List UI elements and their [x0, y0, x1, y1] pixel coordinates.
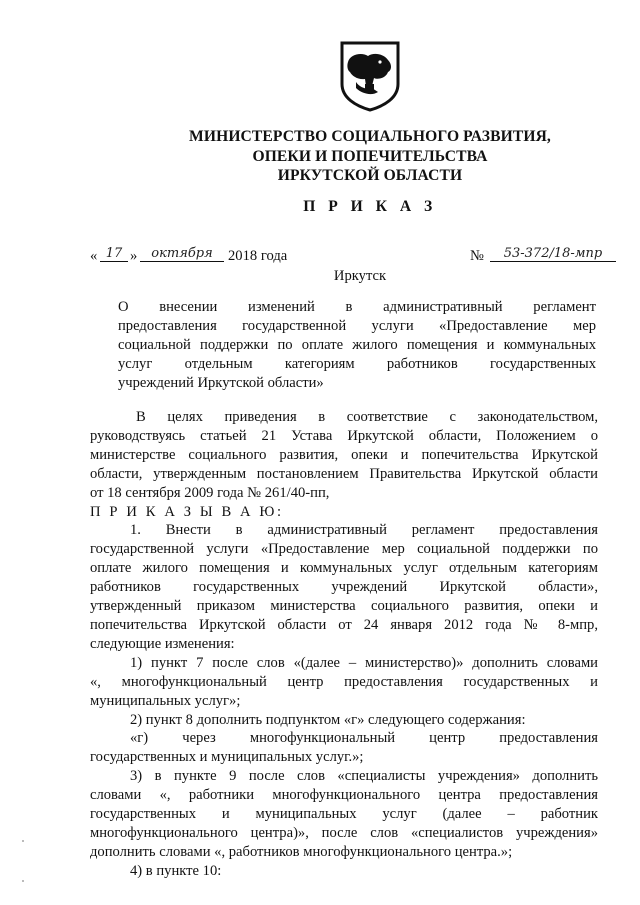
date-day-handwritten: 17	[100, 246, 128, 262]
ministry-title	[150, 127, 590, 186]
date-close-quote: »	[130, 248, 138, 264]
body-line: «г) через многофункциональный центр предоставления	[130, 730, 598, 747]
body-line: В целях приведения в соответствие с законодательством,	[136, 409, 598, 425]
body-line: муниципальных услуг»;	[90, 692, 241, 709]
body-line: словами «, работники многофункционального центра предоставления	[90, 787, 598, 804]
subject-line: социальной поддержки по оплате жилого помещения и коммунальных	[118, 336, 596, 353]
order-directive: П Р И К А З Ы В А Ю:	[90, 503, 284, 520]
scan-artifact	[22, 840, 24, 842]
date-year: 2018 года	[228, 248, 288, 264]
body-line: многофункционального центра)», после слов «специалистов учреждения»	[90, 824, 598, 841]
body-line: 1. Внести в административный регламент предоставления	[130, 522, 598, 539]
date-number-line	[90, 248, 610, 270]
body-line: дополнить словами «, работников многофункционального центра.»;	[90, 843, 513, 860]
ministry-line-2: ОПЕКИ И ПОПЕЧИТЕЛЬСТВА	[252, 147, 488, 165]
ministry-line-1: МИНИСТЕРСТВО СОЦИАЛЬНОГО РАЗВИТИЯ,	[189, 128, 551, 145]
body-line: государственных и муниципальных услуг (далее – работник	[90, 806, 598, 823]
subject-line: учреждений Иркутской области»	[118, 374, 324, 391]
order-subject	[118, 298, 596, 393]
irkutsk-coat-of-arms-icon	[338, 40, 402, 112]
city: Иркутск	[333, 268, 387, 284]
scan-artifact	[22, 880, 24, 882]
subject-line: предоставления государственной услуги «Предоставление мер	[118, 317, 596, 334]
subject-line: услуг отдельным категориям работников государственных	[118, 355, 596, 372]
body-line: оплате жилого помещения и коммунальных услуг отдельным категориям	[90, 560, 598, 577]
body-line: 2) пункт 8 дополнить подпунктом «г» следующего содержания:	[130, 711, 526, 728]
order-number-handwritten: 53-372/18-мпр	[490, 246, 616, 262]
body-line: работников государственных учреждений Иркутской области»,	[90, 579, 598, 596]
body-line: следующие изменения:	[90, 635, 235, 652]
subject-line: О внесении изменений в административный регламент	[118, 299, 596, 315]
body-line: 4) в пункте 10:	[130, 862, 222, 879]
body-line: области, утвержденным постановлением Правительства Иркутской области	[90, 465, 598, 482]
body-line: 3) в пункте 9 после слов «специалисты учреждения» дополнить	[130, 768, 598, 785]
body-line: государственной услуги «Предоставление мер социальной поддержки по	[90, 541, 598, 558]
body-line: «, многофункциональный центр предоставления государственных и	[90, 673, 598, 690]
date-month-handwritten: октября	[140, 246, 224, 262]
body-line: руководствуясь статьей 21 Устава Иркутской области, Положением о	[90, 427, 598, 444]
body-line: утвержденный приказом министерства социального развития, опеки и	[90, 598, 598, 615]
body-line: государственных и муниципальных услуг.»;	[90, 749, 364, 766]
number-sign: №	[470, 248, 484, 264]
document-type: П Р И К А З	[303, 198, 437, 215]
body-line: министерстве социального развития, опеки и попечительства Иркутской	[90, 446, 598, 463]
ministry-line-3: ИРКУТСКОЙ ОБЛАСТИ	[277, 167, 463, 184]
date-open-quote: «	[90, 248, 98, 264]
body-line: 1) пункт 7 после слов «(далее – министерство)» дополнить словами	[130, 654, 598, 671]
body-line: от 18 сентября 2009 года № 261/40-пп,	[90, 484, 330, 501]
order-body	[90, 408, 598, 881]
body-line: попечительства Иркутской области от 24 января 2012 года № 8-мпр,	[90, 616, 598, 633]
